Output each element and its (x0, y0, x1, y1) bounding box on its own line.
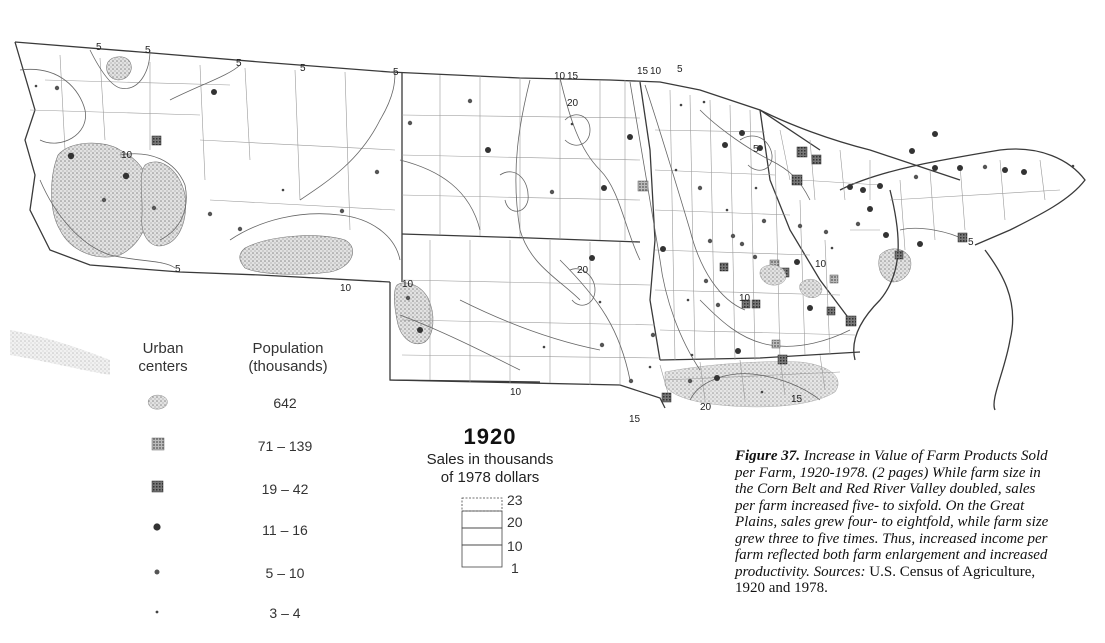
sales-key-1: 1 (511, 560, 519, 576)
montana-west-shade (52, 143, 151, 257)
contour-label: 15 (629, 414, 641, 425)
contour-label: 5 (300, 63, 306, 74)
legend-row-11-16: 11 – 16 (262, 522, 308, 538)
contour-label: 20 (577, 265, 589, 276)
lower-michigan (985, 250, 1013, 410)
contour-label: 10 (510, 387, 522, 398)
contour-label: 15 (567, 71, 579, 82)
sales-key-20: 20 (507, 514, 523, 530)
minnesota-west (640, 82, 660, 360)
contour-label: 20 (700, 402, 712, 413)
contour-label: 10 (554, 71, 566, 82)
contour-label: 5 (96, 42, 102, 53)
contour-label: 5 (753, 144, 759, 155)
legend-row-71-139: 71 – 139 (257, 438, 313, 454)
sales-subtitle-line1: Sales in thousands (426, 451, 554, 468)
large-dots (68, 89, 1027, 381)
contour-label: 5 (393, 67, 399, 78)
contour-label: 5 (236, 58, 242, 69)
contour-label: 10 (815, 259, 827, 270)
legend-row-3-4: 3 – 4 (269, 605, 301, 621)
contour-label: 10 (340, 283, 352, 294)
lake-superior-shore (760, 110, 960, 180)
urban-header-line2: centers (138, 358, 188, 375)
sales-key-23: 23 (507, 492, 523, 508)
sd-south-border (402, 234, 640, 242)
southern-iowa-shade (665, 362, 838, 407)
figure-label: Figure 37. (735, 448, 801, 464)
figure-caption (735, 448, 1055, 597)
medium-dots (55, 86, 987, 383)
contour-label: 20 (567, 98, 579, 109)
contour-label: 10 (402, 279, 414, 290)
contour-label: 5 (175, 264, 181, 275)
contour-label: 5 (677, 64, 683, 75)
caption-text: Increase in Value of Farm Products Sold per Farm, 1920-1978. (2 pages) While farm size in the Corn Belt and Red River Valley doubled, sales per farm increased five- to sixfold. On the Great Plains, sales grew four- to eightfold, while farm size grew three to five times. Thus, increased income per farm reflected both farm enlargement and increased productivity. Sources: (735, 448, 1049, 580)
sales-key-10: 10 (507, 538, 523, 554)
sales-subtitle-line2: of 1978 dollars (440, 469, 540, 486)
legend-row-642: 642 (273, 395, 297, 411)
urban-header-line1: Urban (142, 340, 184, 357)
contour-label: 10 (121, 150, 133, 161)
population-header (233, 340, 343, 376)
contour-label: 10 (650, 66, 662, 77)
nw-montana-shade (107, 57, 132, 80)
contour-label: 5 (145, 45, 151, 56)
light-squares (638, 181, 838, 348)
sales-key-boxes (462, 498, 502, 567)
southwest-montana-edge-shade (10, 330, 110, 375)
year-title: 1920 (463, 424, 517, 449)
population-header-line2: (thousands) (248, 358, 328, 375)
sales-subtitle (420, 451, 560, 487)
montana-south-shade (240, 236, 353, 275)
contour-label: 5 (968, 237, 974, 248)
urban-centers-header (128, 340, 198, 376)
legend-row-19-42: 19 – 42 (261, 481, 309, 497)
legend-row-5-10: 5 – 10 (265, 565, 305, 581)
contour-labels (96, 42, 974, 425)
wyoming-east-shade (394, 283, 433, 344)
north-border (15, 42, 820, 150)
caption-source: U.S. Census of Agriculture, 1920 and 1978. (735, 563, 1036, 596)
contour-label: 15 (791, 394, 803, 405)
contour-label: 15 (637, 66, 649, 77)
population-header-line1: Population (252, 340, 324, 357)
contour-label: 10 (739, 293, 751, 304)
nebraska-south (390, 380, 665, 408)
